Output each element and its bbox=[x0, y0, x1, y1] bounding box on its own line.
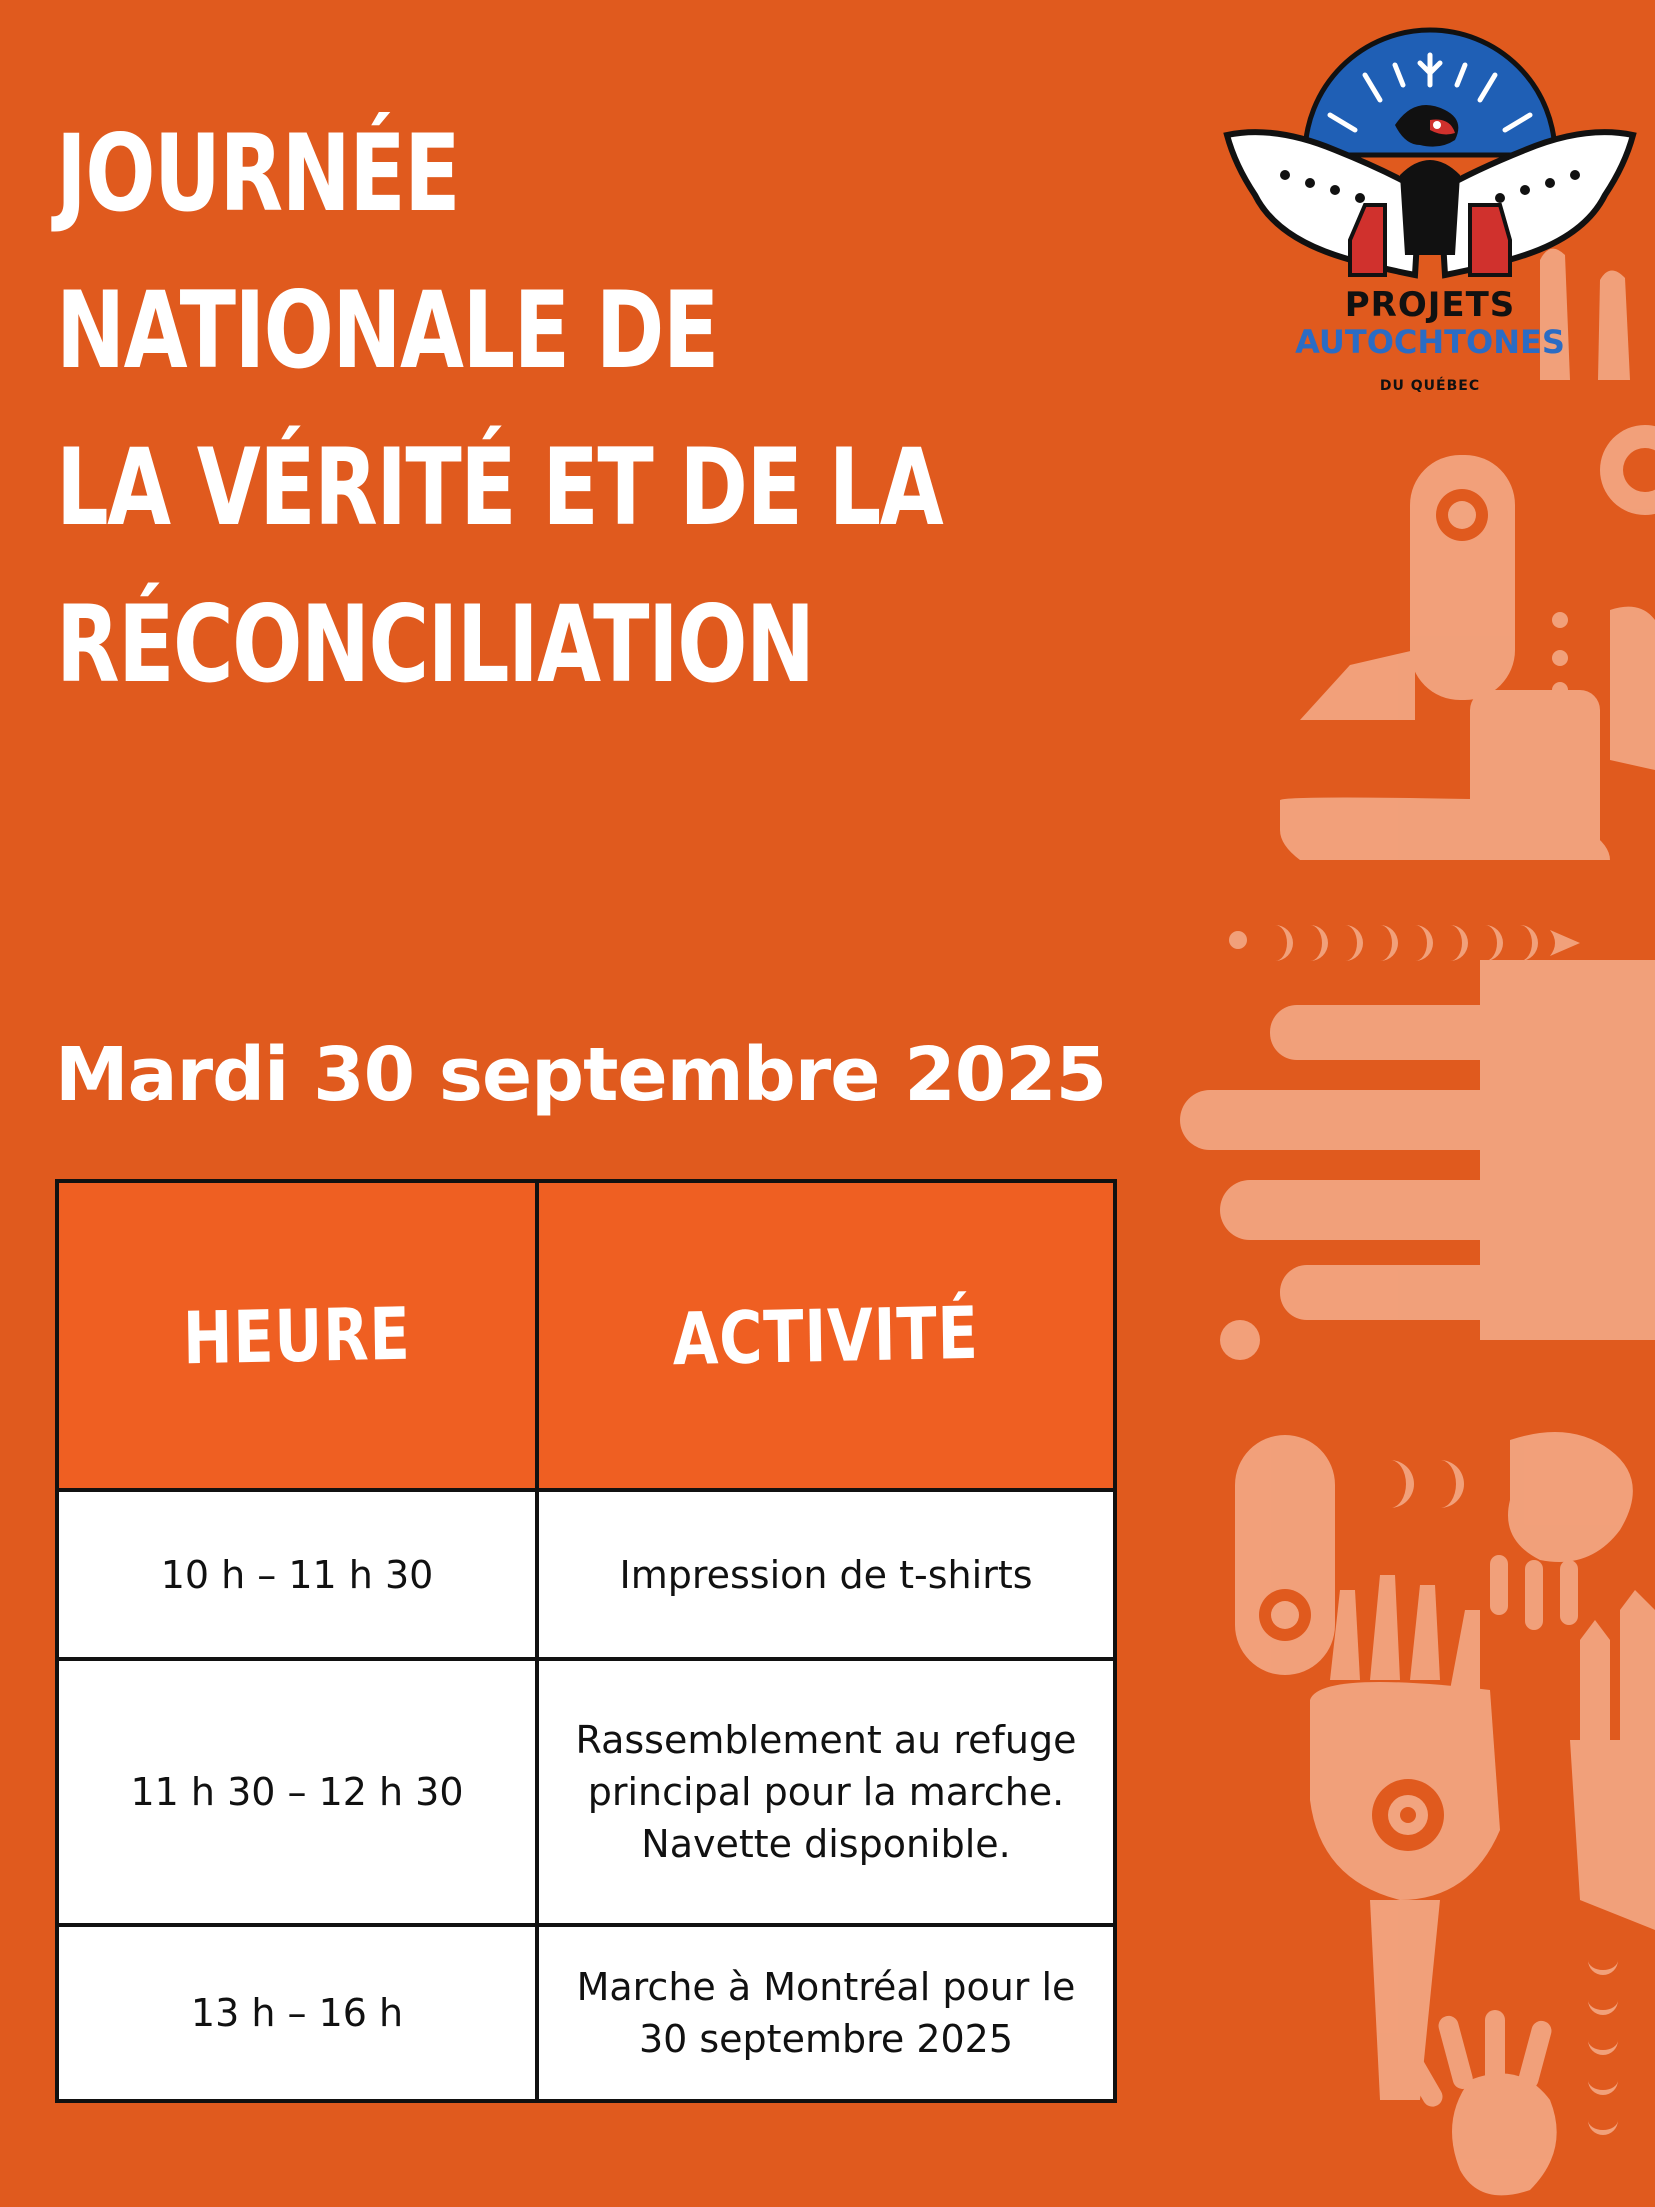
table-row bbox=[57, 1659, 1115, 1925]
column-header-activity: ACTIVITÉ bbox=[537, 1181, 1115, 1490]
logo-text-du-quebec: DU QUÉBEC bbox=[1379, 378, 1481, 394]
time-cell: 10 h – 11 h 30 bbox=[57, 1490, 537, 1659]
title-line: NATIONALE DE bbox=[56, 269, 718, 392]
page-title bbox=[56, 95, 943, 723]
table-header-row bbox=[57, 1181, 1115, 1490]
time-cell: 11 h 30 – 12 h 30 bbox=[57, 1659, 537, 1925]
activity-line: Marche à Montréal pour le bbox=[576, 1965, 1076, 2009]
time-cell: 13 h – 16 h bbox=[57, 1925, 537, 2101]
activity-line: Navette disponible. bbox=[641, 1822, 1011, 1866]
title-line: LA VÉRITÉ ET DE LA bbox=[56, 426, 943, 549]
activity-cell bbox=[537, 1490, 1115, 1659]
activity-line: Rassemblement au refuge bbox=[575, 1718, 1077, 1762]
activity-line: Impression de t-shirts bbox=[619, 1552, 1033, 1597]
logo-text-autochtones: AUTOCHTONES bbox=[1295, 323, 1565, 361]
table-row bbox=[57, 1925, 1115, 2101]
activity-cell bbox=[537, 1925, 1115, 2101]
title-line: JOURNÉE bbox=[56, 112, 460, 235]
activity-line: principal pour la marche. bbox=[587, 1770, 1065, 1814]
activity-line: 30 septembre 2025 bbox=[638, 2017, 1014, 2061]
table-row bbox=[57, 1490, 1115, 1659]
logo-text-projets: PROJETS bbox=[1344, 285, 1516, 325]
column-header-time: HEURE bbox=[57, 1181, 537, 1490]
event-date: Mardi 30 septembre 2025 bbox=[55, 1032, 1107, 1118]
title-line: RÉCONCILIATION bbox=[56, 583, 814, 706]
activity-cell bbox=[537, 1659, 1115, 1925]
schedule-table bbox=[55, 1179, 1117, 2103]
